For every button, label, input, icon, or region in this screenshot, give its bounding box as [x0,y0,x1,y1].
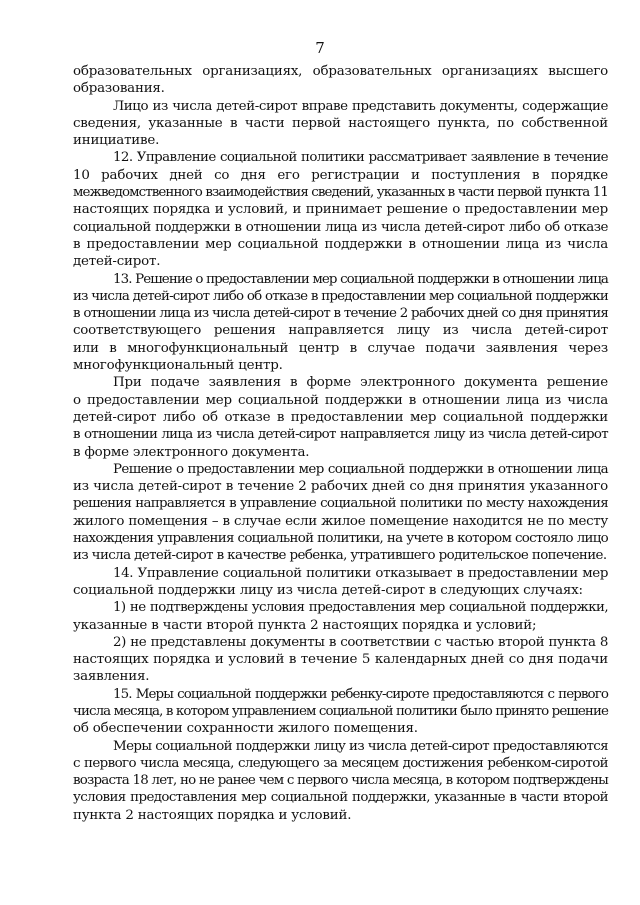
text-line: социальной поддержки в отношении лица из числа детей-сирот либо об отказе [73,219,608,235]
text-line: соответствующего решения направляется лицу из числа детей-сирот [73,323,608,339]
text-line: решения направляется в управление социальной политики по месту нахождения [73,496,608,512]
text-line: с первого числа месяца, следующего за месяцем достижения ребенком-сиротой [73,755,608,771]
text-line: Решение о предоставлении мер социальной поддержки в отношении лица [113,461,608,477]
paragraph [73,271,608,375]
text-line: социальной поддержки лицу из числа детей-сирот в следующих случаях: [73,582,583,598]
paragraph [73,565,608,600]
text-line: в форме электронного документа. [73,444,310,460]
paragraph [73,686,608,738]
text-line: образования. [73,81,165,97]
page-number: 7 [315,39,325,57]
paragraph [73,738,608,824]
text-line: инициативе. [73,133,160,149]
text-line: из числа детей-сирот в качестве ребенка, утратившего родительское попечение. [73,548,607,564]
text-line: 2) не представлены документы в соответствии с частью второй пункта 8 [113,634,608,650]
text-line: настоящих порядка и условий, и принимает решение о предоставлении мер [73,202,608,218]
document-body [73,63,608,824]
text-line: 12. Управление социальной политики рассматривает заявление в течение [113,150,608,166]
text-line: из числа детей-сирот в течение 2 рабочих дней со дня принятия указанного [73,479,608,495]
text-line: в предоставлении мер социальной поддержки в отношении лица из числа [73,236,608,252]
text-line: в отношении лица из числа детей-сирот в течение 2 рабочих дней со дня принятия [73,306,608,322]
text-line: из числа детей-сирот либо об отказе в предоставлении мер социальной поддержки [73,288,608,304]
paragraph [73,374,608,460]
text-line: о предоставлении мер социальной поддержки в отношении лица из числа [73,392,608,408]
text-line: пункта 2 настоящих порядка и условий. [73,807,352,823]
text-line: условия предоставления мер социальной поддержки, указанные в части второй [73,790,608,806]
text-line: Меры социальной поддержки лицу из числа детей-сирот предоставляются [113,738,608,754]
text-line: 14. Управление социальной политики отказывает в предоставлении мер [113,565,608,581]
text-line: жилого помещения – в случае если жилое помещение находится не по месту [73,513,608,529]
paragraph [73,149,608,270]
paragraph [73,634,608,686]
text-line: межведомственного взаимодействия сведений, указанных в части первой пункта 11 [73,185,608,201]
text-line: детей-сирот либо об отказе в предоставлении мер социальной поддержки [73,409,608,425]
paragraph [73,98,608,150]
text-line: сведения, указанные в части первой настоящего пункта, по собственной [73,115,608,131]
paragraph [73,461,608,565]
paragraph [73,63,608,98]
text-line: настоящих порядка и условий в течение 5 календарных дней со дня подачи [73,652,608,668]
text-line: 15. Меры социальной поддержки ребенку-сироте предоставляются с первого [113,686,608,702]
text-line: 13. Решение о предоставлении мер социальной поддержки в отношении лица [113,271,608,287]
text-line: 1) не подтверждены условия предоставления мер социальной поддержки, [113,600,608,616]
text-line: или в многофункциональный центр в случае подачи заявления через [73,340,608,356]
text-line: числа месяца, в котором управлением социальной политики было принято решение [73,703,608,719]
text-line: возраста 18 лет, но не ранее чем с первого числа месяца, в котором подтверждены [73,773,608,789]
text-line: Лицо из числа детей-сирот вправе представить документы, содержащие [113,98,608,114]
text-line: в отношении лица из числа детей-сирот направляется лицу из числа детей-сирот [73,427,608,443]
text-line: указанные в части второй пункта 2 настоящих порядка и условий; [73,617,537,633]
text-line: образовательных организациях, образовательных организациях высшего [73,64,608,79]
text-line: об обеспечении сохранности жилого помещения. [73,721,418,737]
paragraph [73,599,608,634]
text-line: детей-сирот. [73,254,161,270]
text-line: При подаче заявления в форме электронного документа решение [113,375,608,391]
text-line: многофункциональный центр. [73,358,283,374]
text-line: заявления. [73,669,150,685]
text-line: 10 рабочих дней со дня его регистрации и поступления в порядке [73,167,608,183]
text-line: нахождения управления социальной политики, на учете в котором состояло лицо [73,531,608,547]
